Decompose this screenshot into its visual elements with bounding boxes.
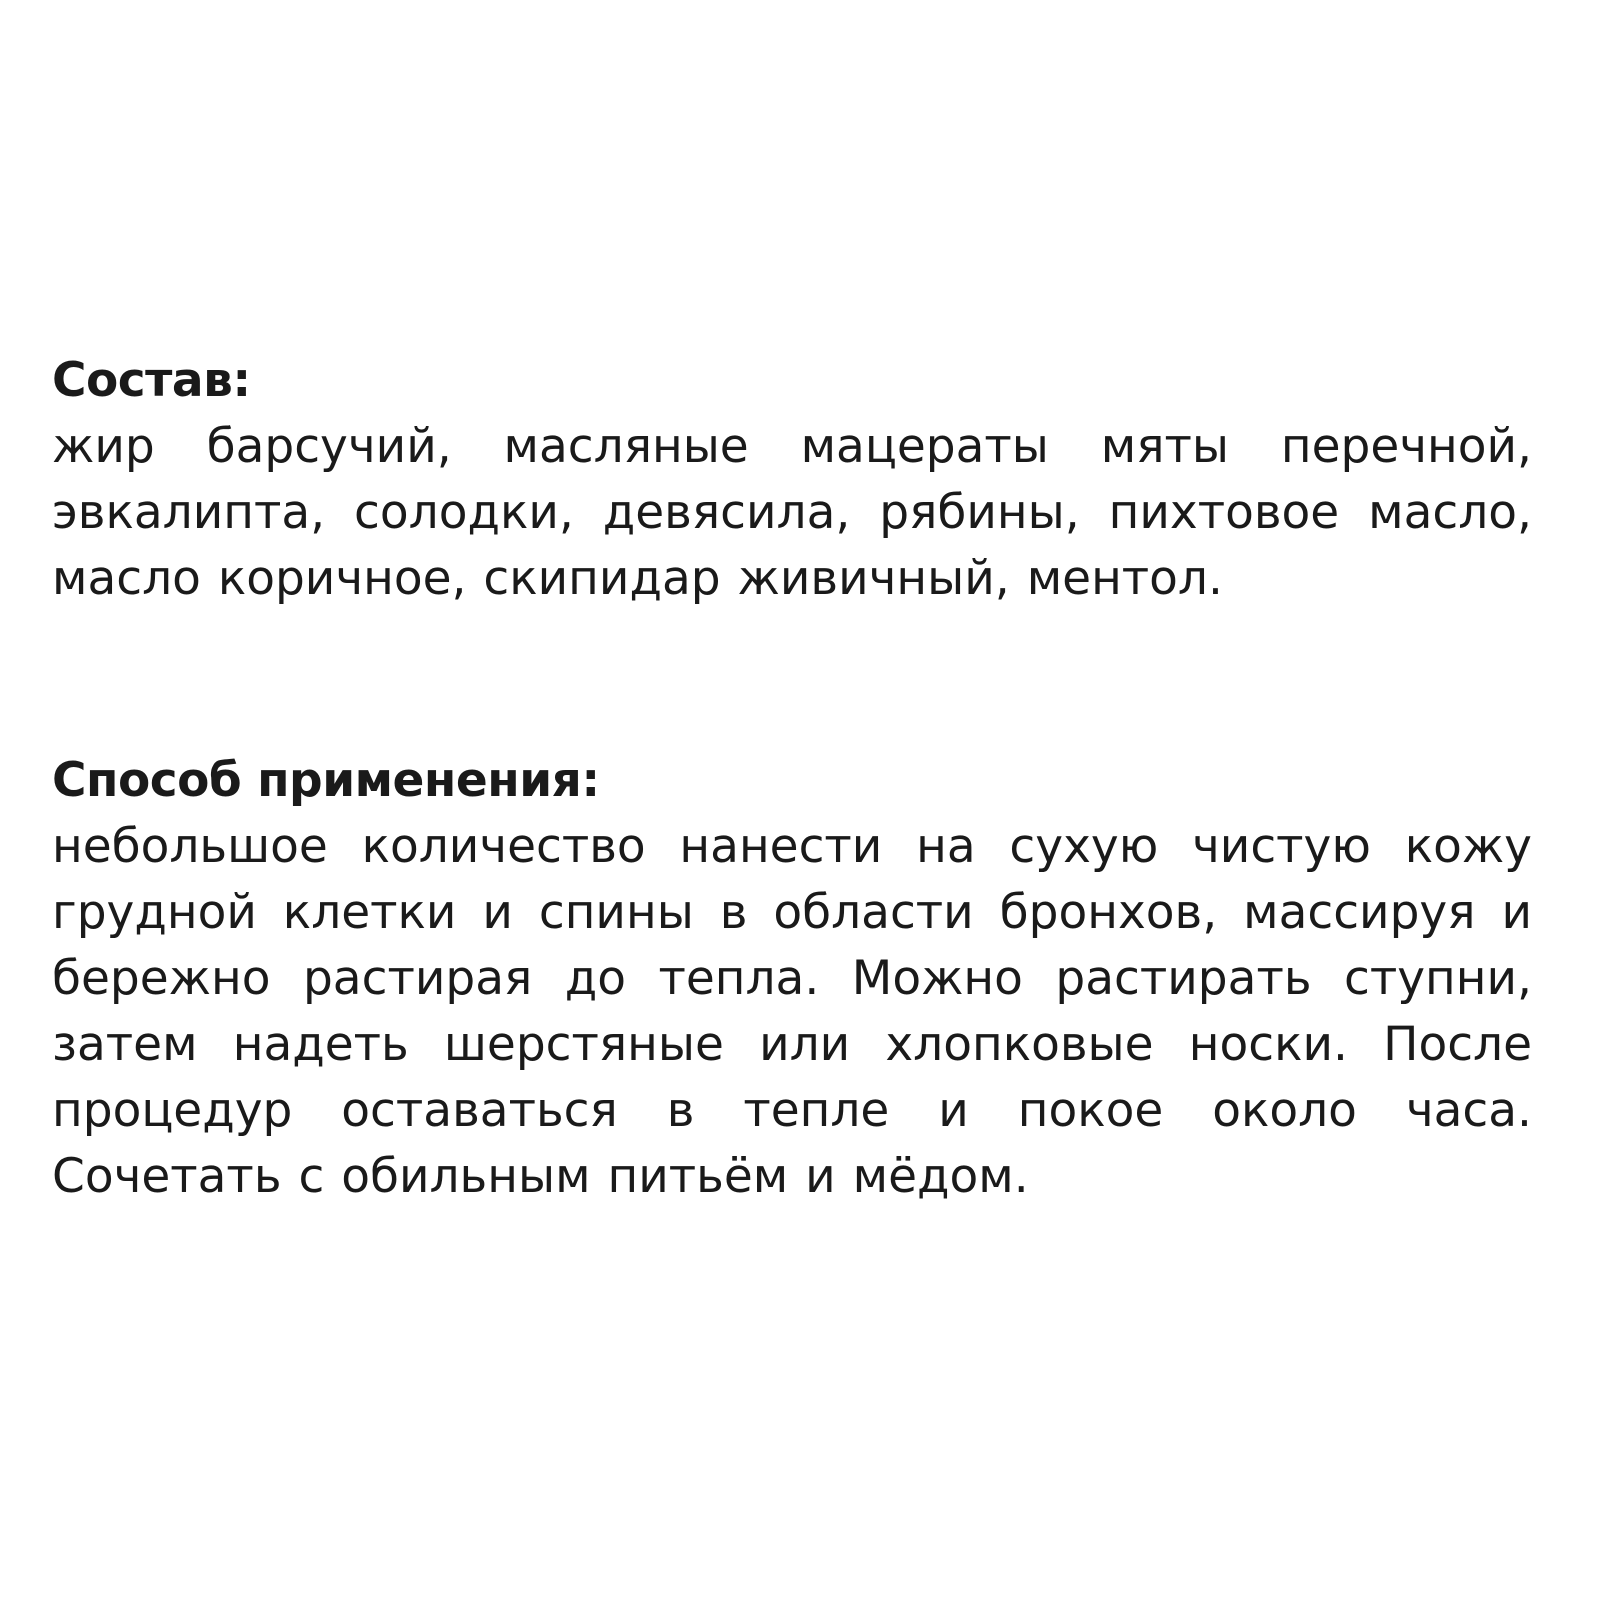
composition-text: жир барсучий, масляные мацераты мяты перечной, эвкалипта, солодки, девясила, рябины, пихтовое масло, масло коричное, скипидар живичный, ментол. bbox=[52, 419, 1532, 606]
usage-section bbox=[52, 748, 1532, 1210]
composition-section bbox=[52, 348, 1532, 612]
composition-heading: Состав: bbox=[52, 353, 251, 408]
usage-heading: Способ применения: bbox=[52, 753, 600, 808]
usage-text: небольшое количество нанести на сухую чистую кожу грудной клетки и спины в области бронхов, массируя и бережно растирая до тепла. Можно растирать ступни, затем надеть шерстяные или хлопковые носки. После процедур оставаться в тепле и покое около часа. Сочетать с обильным питьём и мёдом. bbox=[52, 819, 1532, 1204]
